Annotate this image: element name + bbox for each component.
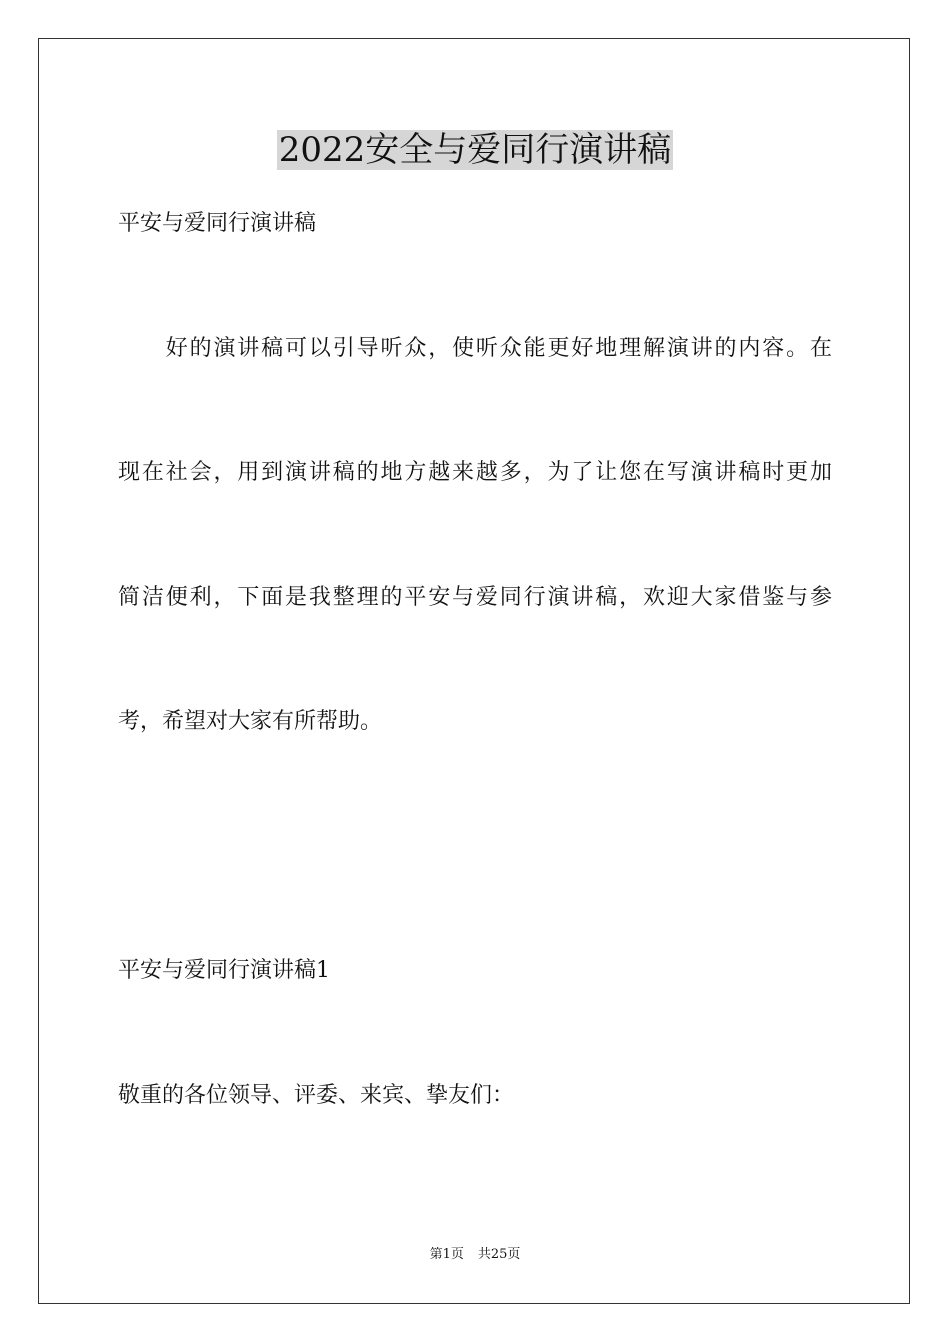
title-highlight: 2022安全与爱同行演讲稿 — [278, 130, 672, 170]
intro-line-1: 好的演讲稿可以引导听众，使听众能更好地理解演讲的内容。在 — [118, 336, 832, 361]
intro-line-2: 现在社会，用到演讲稿的地方越来越多，为了让您在写演讲稿时更加 — [118, 460, 832, 485]
section-heading: 平安与爱同行演讲稿1 — [118, 958, 330, 983]
page-footer — [0, 1246, 950, 1264]
intro-line-4: 考，希望对大家有所帮助。 — [118, 709, 383, 734]
document-subtitle: 平安与爱同行演讲稿 — [118, 211, 317, 236]
speech-greeting: 敬重的各位领导、评委、来宾、挚友们： — [118, 1083, 515, 1108]
document-title — [0, 128, 950, 172]
intro-line-3: 简洁便利，下面是我整理的平安与爱同行演讲稿，欢迎大家借鉴与参 — [118, 585, 832, 610]
page-number-current: 第1页 — [429, 1247, 464, 1262]
page-number-total: 共25页 — [477, 1247, 521, 1262]
